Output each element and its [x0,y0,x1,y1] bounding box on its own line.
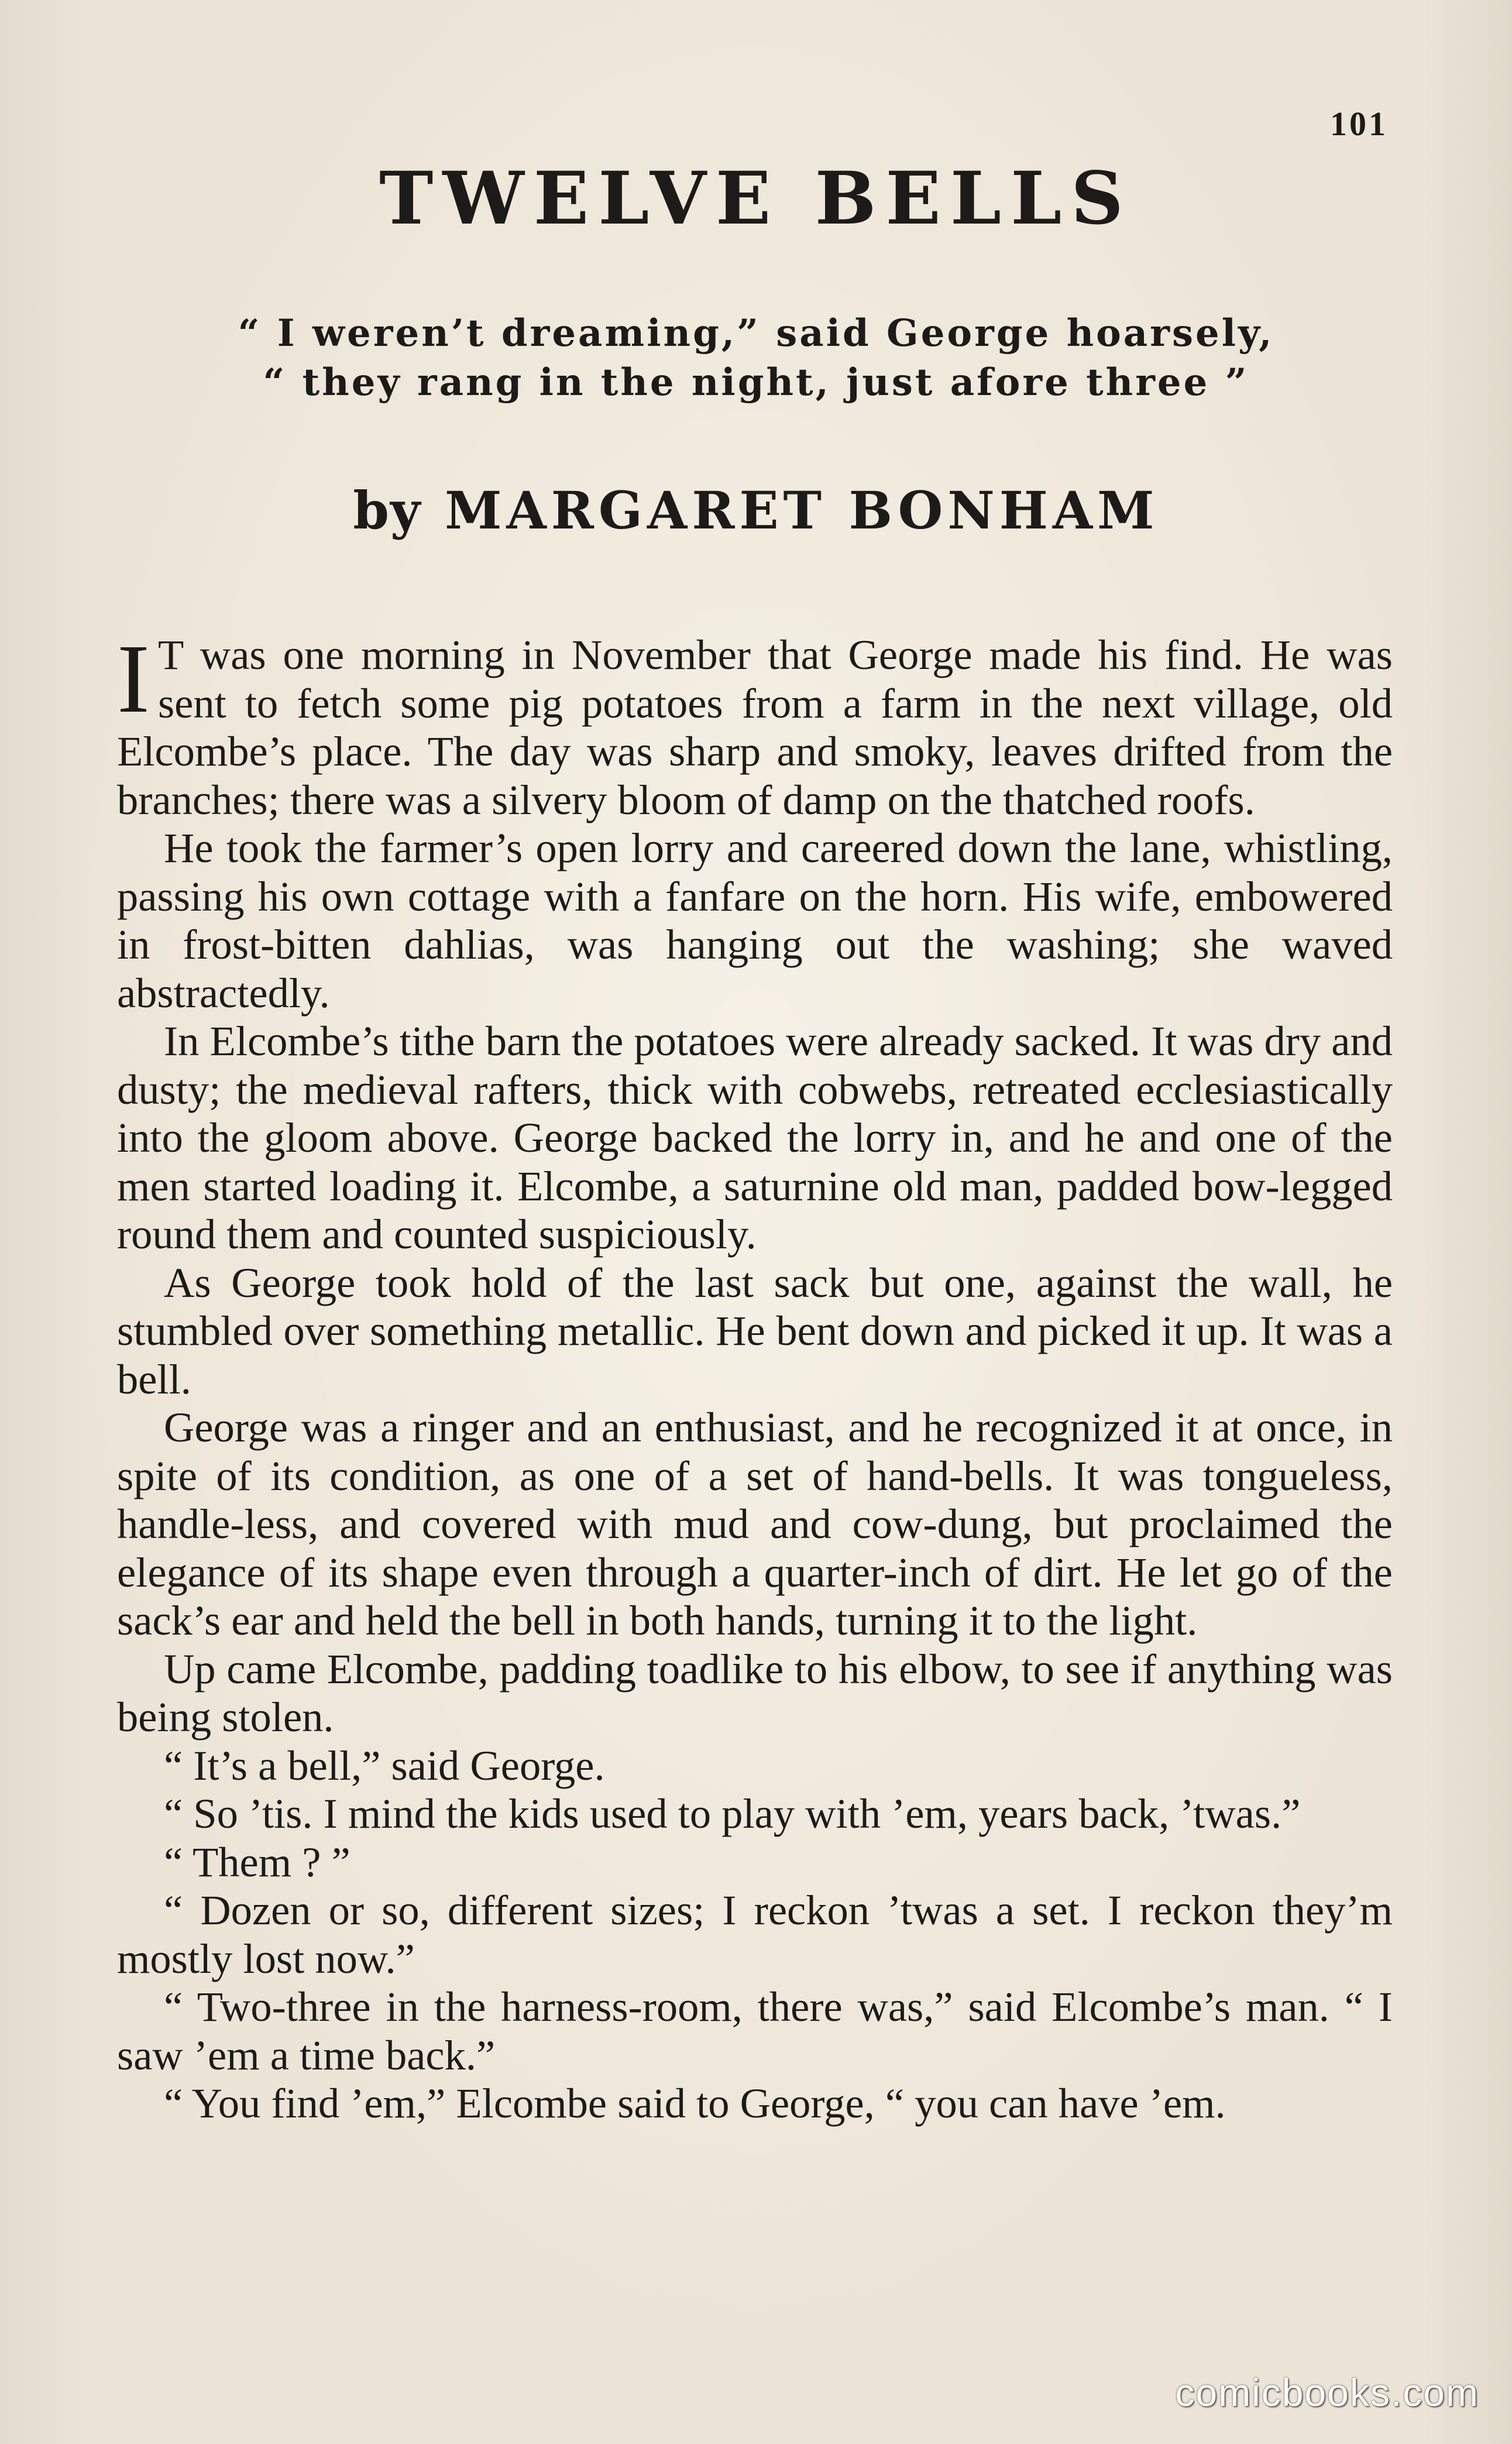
page-number: 101 [1330,105,1388,143]
paragraph-4: As George took hold of the last sack but one, against the wall, he stumbled over something metallic. He bent down and picked it up. It was a bell. [117,1258,1393,1403]
paragraph-6: Up came Elcombe, padding toadlike to his elbow, to see if anything was being stolen. [117,1645,1393,1741]
watermark: comicbooks.com [1175,2371,1479,2414]
paragraph-9: “ Them ? ” [164,1838,350,1886]
paragraph-3: In Elcombe’s tithe barn the potatoes were already sacked. It was dry and dusty; the medieval rafters, thick with cobwebs, retreated ecclesiastically into the gloom above. George backed the lorry in, and he and one of the men started loading it. Elcombe, a saturnine old man, padded bow-legged round them and counted suspiciously. [117,1017,1393,1258]
paragraph-1-text: T was one morning in November that George made his find. He was sent to fetch some pig potatoes from a farm in the next village, old Elcombe’s place. The day was sharp and smoky, leaves drifted from the branches; there was a silvery bloom of damp on the thatched roofs. [117,631,1393,823]
paragraph-2: He took the farmer’s open lorry and careered down the lane, whistling, passing his own cottage with a fanfare on the horn. His wife, embowered in frost-bitten dahlias, was hanging out the washing; she waved abstractedly. [117,824,1393,1017]
byline [0,480,1512,541]
paragraph-12: “ You find ’em,” Elcombe said to George, “ you can have ’em. [164,2079,1226,2127]
author-name: MARGARET BONHAM [445,480,1159,541]
paragraph-5: George was a ringer and an enthusiast, and he recognized it at once, in spite of its condition, as one of a set of hand-bells. It was tongueless, handle-less, and covered with mud and cow-dung, but proclaimed the elegance of its shape even through a quarter-inch of dirt. He let go of the sack’s ear and held the bell in both hands, turning it to the light. [117,1403,1393,1644]
story-title: TWELVE BELLS [379,156,1133,241]
subtitle-line-1: “ I weren’t dreaming,” said George hoarsely, [238,311,1274,355]
paragraph-8: “ So ’tis. I mind the kids used to play with ’em, years back, ’twas.” [164,1790,1301,1837]
paragraph-11: “ Two-three in the harness-room, there was,” said Elcombe’s man. “ I saw ’em a time back.” [117,1983,1393,2079]
byline-by: by [353,480,422,541]
paragraph-7: “ It’s a bell,” said George. [164,1741,605,1789]
paragraph-10: “ Dozen or so, different sizes; I reckon ’twas a set. I reckon they’m mostly lost now.” [117,1886,1393,1982]
paragraph-1 [117,624,1393,824]
story-body [117,624,1393,2128]
story-subtitle [0,309,1512,407]
subtitle-line-2: “ they rang in the night, just afore three ” [263,361,1249,404]
drop-cap: I [117,624,150,733]
